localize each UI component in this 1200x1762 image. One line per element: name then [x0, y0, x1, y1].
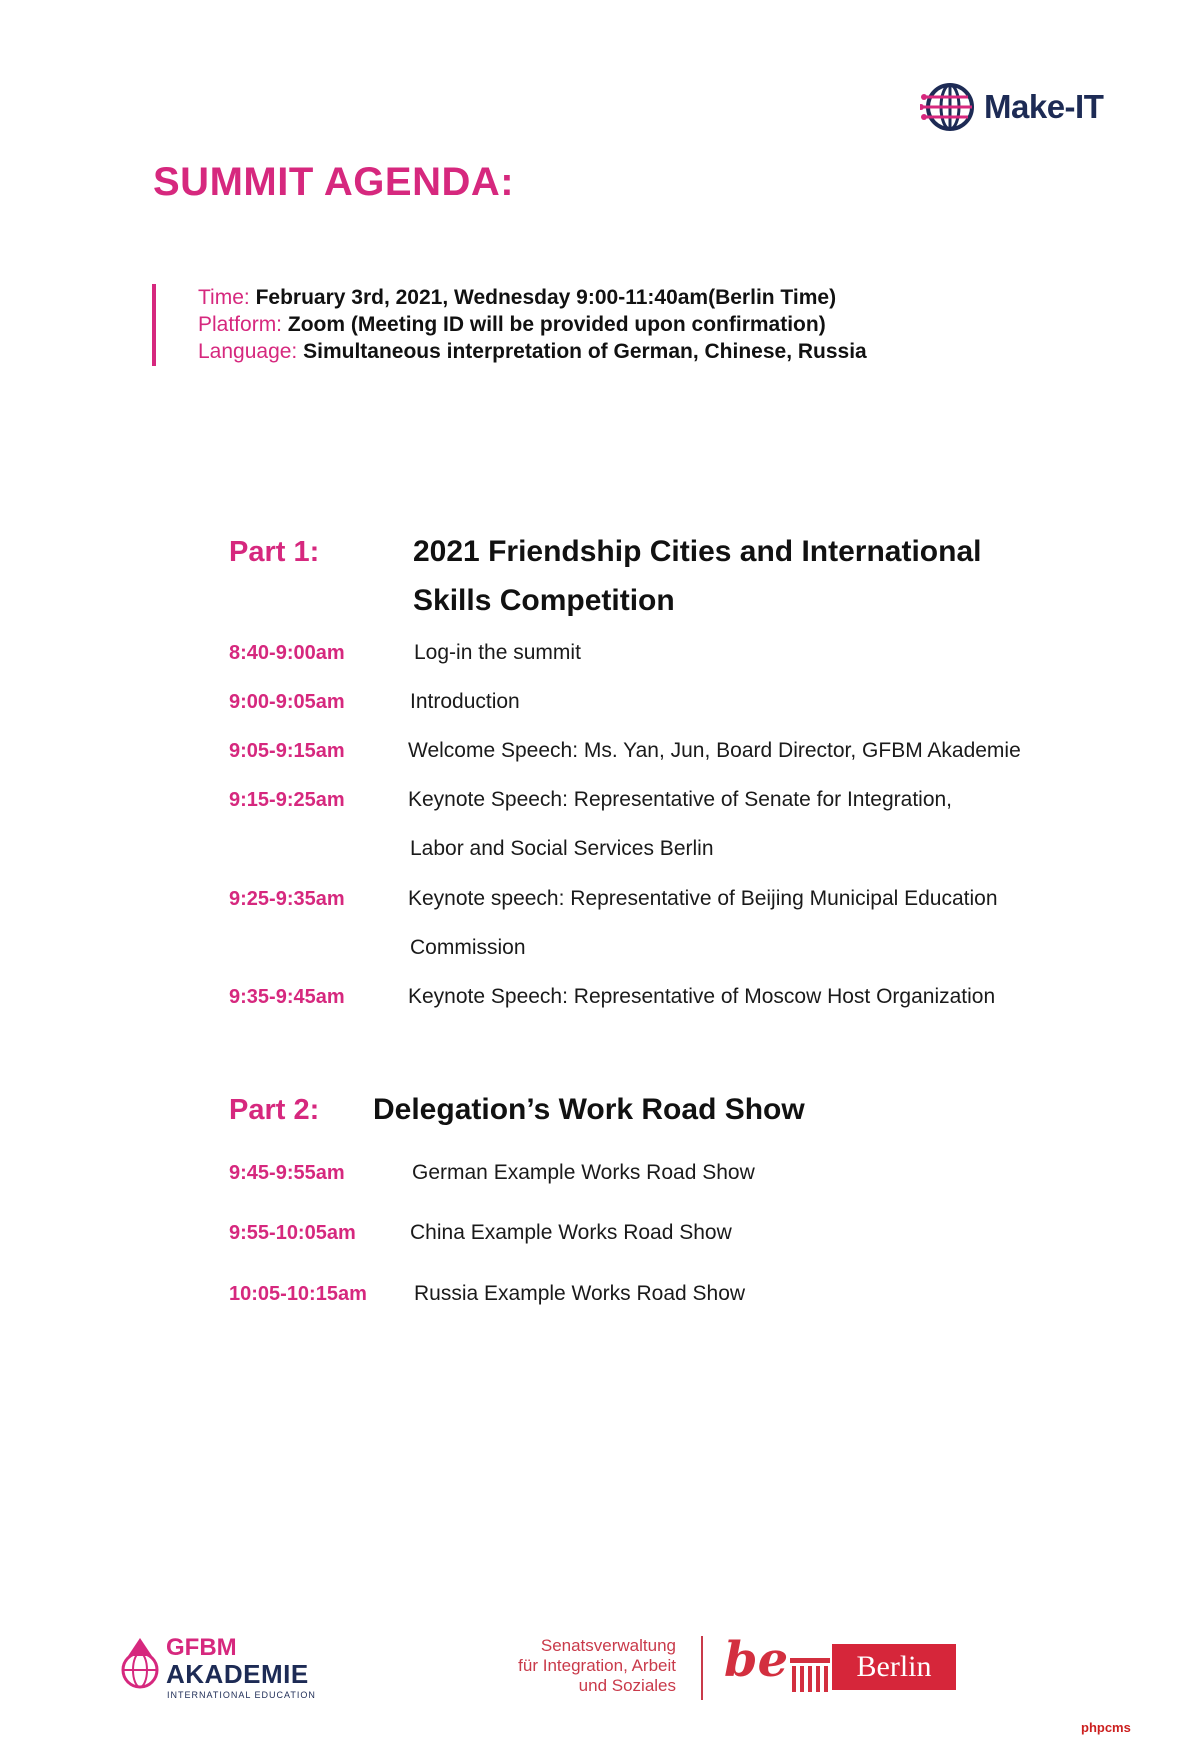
agenda-desc-continued: Labor and Social Services Berlin: [410, 837, 714, 860]
agenda-desc: Russia Example Works Road Show: [414, 1282, 746, 1305]
part1-title-line1: 2021 Friendship Cities and International: [413, 535, 982, 568]
footer-divider: [701, 1636, 703, 1700]
agenda-time: 9:55-10:05am: [229, 1222, 356, 1244]
agenda-desc: Keynote Speech: Representative of Senate for Integration,: [408, 788, 953, 811]
senat-line: und Soziales: [578, 1676, 676, 1695]
agenda-time: 9:00-9:05am: [229, 691, 345, 713]
agenda-desc: German Example Works Road Show: [412, 1161, 755, 1184]
agenda-desc: Log-in the summit: [414, 641, 581, 664]
berlin-badge: Berlin: [832, 1644, 956, 1690]
info-language: [198, 338, 867, 365]
platform-value: Zoom (Meeting ID will be provided upon confirmation): [287, 313, 826, 336]
watermark: phpcms: [1081, 1720, 1131, 1735]
gfbm-name: GFBM: [166, 1634, 237, 1661]
language-label: Language:: [198, 340, 298, 363]
agenda-time: 9:35-9:45am: [229, 986, 345, 1008]
agenda-time: 8:40-9:00am: [229, 642, 345, 664]
part1-label: Part 1:: [229, 536, 320, 568]
agenda-desc: Welcome Speech: Ms. Yan, Jun, Board Director, GFBM Akademie: [408, 739, 1021, 762]
globe-icon: [920, 79, 976, 135]
gfbm-globe-icon: [118, 1638, 162, 1690]
agenda-desc: Introduction: [410, 690, 520, 713]
agenda-time: 9:15-9:25am: [229, 789, 345, 811]
agenda-desc: Keynote speech: Representative of Beijing Municipal Education: [408, 887, 998, 910]
agenda-desc-continued: Commission: [410, 936, 526, 959]
language-value: Simultaneous interpretation of German, Chinese, Russia: [303, 340, 867, 363]
platform-label: Platform:: [198, 313, 283, 336]
be-berlin-logo: be: [724, 1632, 789, 1688]
make-it-logo: [920, 78, 1103, 136]
info-time: [198, 284, 836, 311]
brandenburg-gate-icon: [788, 1654, 832, 1694]
part2-title: Delegation’s Work Road Show: [373, 1093, 805, 1126]
info-platform: [198, 311, 826, 338]
part1-title-line2: Skills Competition: [413, 584, 675, 617]
page-title: SUMMIT AGENDA:: [153, 160, 515, 204]
info-accent-bar: [152, 284, 156, 366]
agenda-desc: China Example Works Road Show: [410, 1221, 732, 1244]
senat-text: [500, 1636, 676, 1696]
gfbm-akademie: AKADEMIE: [166, 1659, 309, 1689]
agenda-desc: Keynote Speech: Representative of Moscow Host Organization: [408, 985, 996, 1008]
agenda-time: 9:05-9:15am: [229, 740, 345, 762]
agenda-time: 10:05-10:15am: [229, 1283, 367, 1305]
gfbm-subtitle: INTERNATIONAL EDUCATION: [167, 1690, 316, 1700]
agenda-time: 9:45-9:55am: [229, 1162, 345, 1184]
gfbm-logo: [118, 1634, 338, 1700]
senat-line: Senatsverwaltung: [540, 1636, 676, 1655]
part2-label: Part 2:: [229, 1094, 320, 1126]
senat-line: für Integration, Arbeit: [518, 1656, 676, 1675]
logo-text: Make-IT: [984, 88, 1104, 125]
time-label: Time:: [198, 286, 250, 309]
time-value: February 3rd, 2021, Wednesday 9:00-11:40am(Berlin Time): [255, 286, 837, 309]
agenda-time: 9:25-9:35am: [229, 888, 345, 910]
